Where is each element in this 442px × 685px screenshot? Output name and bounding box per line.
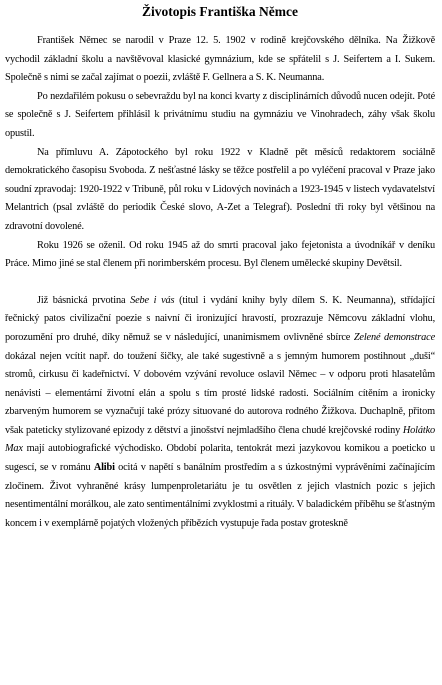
literary-text-2: (titul i vydání knihy byly dílem S. K. Neumanna), střídající řečnický patos civilizační poezie s naivní či ironizující hravostí, prozrazuje Němcovu základní vlohu, porozumění pro druhé, díky němuž se v následující, unanimismem ovlivněné sbírce [5, 294, 435, 343]
paragraph-literary-work [5, 292, 435, 534]
literary-text-5: ocitá v napětí s banálním prostředím a s úzkostnými vyprávěními začínajícím zločinem. Život vyhraněné krásy lumpenproletariátu je tu osvětlen z jejich vlastních pozic s jejich nesentimentální morálkou, ale zato sentimentálními zvyklostmi a rituály. V baladickém příběhu se šťastným koncem i v exemplárně pojatých vložených příbězích vystupuje řada postav groteskně [5, 462, 435, 529]
book-title-zelene-demonstrace: Zelené demonstrace [353, 331, 435, 343]
book-title-alibi: Alibi [93, 462, 115, 474]
paragraph-spacer [5, 274, 435, 292]
book-title-sebe-i-vas: Sebe i vás [130, 294, 175, 306]
literary-text-4: mají autobiografické východisko. Období polarita, tentokrát mezi jazykovou komikou a poeticko u sugescí, se v románu [5, 443, 435, 474]
document-title: Životopis Františka Němce [142, 4, 298, 19]
paragraph-birth: František Němec se narodil v Praze 12. 5. 1902 v rodině krejčovského dělníka. Na Žižkově vychodil základní školu a navštěvoval klasické gymnázium, kde se spřátelil s J. Seifertem a I. Sukem. Společně s nimi se začal zajímat o poezii, zvláště F. Gellnera a S. K. Neumanna. [5, 35, 435, 84]
book-title-holatko-max: Holátko Max [5, 424, 435, 455]
paragraph-school: Po nezdařilém pokusu o sebevraždu byl na konci kvarty z disciplinárních důvodů nucen odejít. Poté se společně s J. Seifertem přihlásil k privátnímu studiu na gymnáziu ve Vinohradech, záhy však školu opustil. [5, 90, 435, 139]
paragraph-marriage: Roku 1926 se oženil. Od roku 1945 až do smrti pracoval jako fejetonista a úvodníkář v deníku Práce. Mimo jiné se stal členem při norimberském procesu. Byl členem umělecké skupiny Devětsil. [5, 239, 435, 270]
literary-text-1: Již básnická prvotina [37, 294, 131, 306]
paragraph-career: Na přímluvu A. Zápotockého byl roku 1922 v Kladně pět měsíců redaktorem sociálně demokratického časopisu Svoboda. Z nešťastné lásky se těžce postřelil a po vyléčení pracoval v Praze jako soudní zpravodaj: 1920-1922 v Tribuně, půl roku v Lidových novinách a 1923-1945 v listech vydavatelství Melantrich (psal zvláště do periodik České slovo, A-Zet a Telegraf). Poslední tři roky byl většinou na zdravotní dovolené. [5, 146, 435, 232]
literary-text-3: dokázal nejen vcítit např. do toužení šičky, ale také sugestivně a s jemným humorem postihnout „duši“ stromů, cirkusu či kadeřnictví. V dobovém vzývání revoluce oslavil Němec – v odporu proti hlasatelům nenávisti – elementární životní elán a spolu s tím prosté lidské radosti. Sociálním cítěním a ironicky zbarveným humorem se vyznačují také prózy situované do autorova rodného Žižkova. Duchaplně, přitom však pateticky stylizované epizody z dětství a jinošství nejmladšího člena chudé krejčovské rodiny [5, 350, 435, 436]
